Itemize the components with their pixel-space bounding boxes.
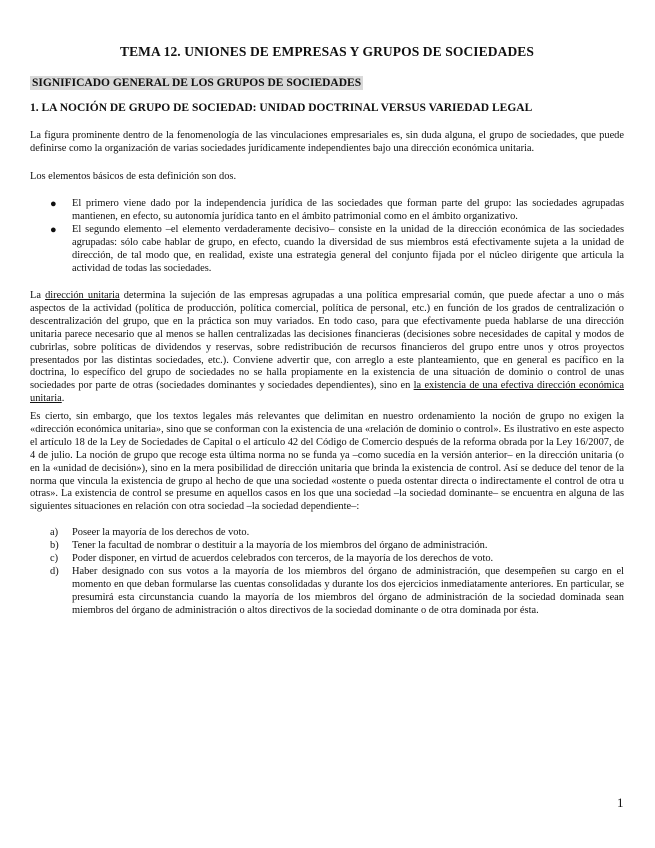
list-item-label: d) [50, 566, 59, 577]
list-item-label: b) [50, 540, 59, 551]
bullet-icon: ● [50, 198, 57, 210]
list-item-text: Tener la facultad de nombrar o destituir a la mayoría de los miembros del órgano de administración. [72, 540, 488, 551]
list-item-text: Poseer la mayoría de los derechos de voto. [72, 527, 250, 538]
paragraph-text: determina la sujeción de las empresas agrupadas a una política empresarial común, que puede afectar a uno o más aspectos de la actividad (política de producción, política comercial, política de personal, etc.) en función de los grados de centralización o descentralización del grupo, que en la práctica son muy variados. En todo caso, para que efectivamente pueda hablarse de una dirección unitaria parece necesario que al menos se hallen centralizadas las decisiones financieras (decisiones sobre necesidades de capital y modos de cubrirlas, sobre políticas de dividendos y reservas, sobre redistribución de recursos financieros del grupo entre unos y otros proyectos presentados por las distintas sociedades, etc.). Conviene advertir que, con arreglo a este planteamiento, que en general es pacífico en la doctrina, lo específico del grupo de sociedades no se halla propiamente en la existencia de una situación de dominio o control de unas sociedades por parte de otras (sociedades dominantes y sociedades dependientes), sino en [30, 290, 625, 392]
paragraph-direccion-unitaria [30, 290, 624, 406]
list-item-text: Haber designado con sus votos a la mayoría de los miembros del órgano de administración, que desempeñen su cargo en el momento en que deban formularse las cuentas consolidadas y durante los dos ejercicios inmediatamente anteriores. En particular, se presumirá esta circunstancia cuando la mayoría de los miembros del órgano de administración de la sociedad dominada sean miembros del órgano de administración o altos directivos de la sociedad dominante o de otra dominada por ésta. [72, 566, 624, 616]
list-item-label: a) [50, 527, 59, 538]
underlined-term: la existencia de una efectiva dirección económica unitaria [30, 380, 624, 405]
bullet-text: El primero viene dado por la independencia jurídica de las sociedades que forman parte del grupo: las sociedades agrupadas mantienen, en efecto, su autonomía jurídica tanto en el ámbito patrimonial como en el ámbito organizativo. [72, 198, 624, 222]
paragraph-text: . [61, 393, 65, 405]
list-item-label: c) [50, 553, 59, 564]
document-title: TEMA 12. UNIONES DE EMPRESAS Y GRUPOS DE SOCIEDADES [119, 44, 535, 59]
list-item-text: Poder disponer, en virtud de acuerdos celebrados con terceros, de la mayoría de los derechos de voto. [72, 553, 494, 564]
underlined-term: dirección unitaria [45, 290, 120, 301]
section-heading: 1. LA NOCIÓN DE GRUPO DE SOCIEDAD: UNIDAD DOCTRINAL VERSUS VARIEDAD LEGAL [30, 102, 533, 114]
bullet-text: El segundo elemento –el elemento verdaderamente decisivo– consiste en la unidad de la dirección económica de las sociedades agrupadas: sólo cabe hablar de grupo, en efecto, cuando la diversidad de sus miembros está efectivamente sujeta a la unidad de dirección, de tal modo que, en realidad, existe una estrategia general del conjunto fijada por el núcleo dirigente que articula la actividad de todas las sociedades. [72, 224, 624, 274]
paragraph-elements-intro: Los elementos básicos de esta definición son dos. [30, 171, 237, 182]
paragraph-definition: La figura prominente dentro de la fenomenología de las vinculaciones empresariales es, sin duda alguna, el grupo de sociedades, que puede definirse como la organización de varias sociedades jurídicamente independientes bajo una dirección económica unitaria. [30, 130, 624, 154]
paragraph-legal-texts: Es cierto, sin embargo, que los textos legales más relevantes que delimitan en nuestro ordenamiento la noción de grupo no exigen la «dirección económica unitaria», sino que se conforman con la existencia de una «relación de dominio o control». Es ilustrativo en este aspecto el artículo 18 de la Ley de Sociedades de Capital o el artículo 42 del Código de Comercio después de la reforma obrada por la Ley 16/2007, de 4 de julio. La noción de grupo que recoge esta última norma no se funda ya –como sucedía en la versión anterior– en la dirección unitaria (o en la «unidad de decisión»), sino en la mera posibilidad de dirección unitaria que brinda la existencia de control. Así se deduce del tenor de la norma que vincula la existencia de grupo al hecho de que una sociedad «ostente o pueda ostentar directa o indirectamente el control de otra u otras». La existencia de control se presume en aquellos casos en los que una sociedad –la sociedad dominante– se encuentra en alguna de las siguientes situaciones en relación con otra sociedad –la sociedad dependiente–: [30, 411, 624, 513]
bullet-icon: ● [50, 224, 57, 236]
paragraph-text: La [30, 290, 46, 301]
page-number: 1 [617, 795, 624, 810]
section-title: SIGNIFICADO GENERAL DE LOS GRUPOS DE SOCIEDADES [32, 77, 362, 89]
